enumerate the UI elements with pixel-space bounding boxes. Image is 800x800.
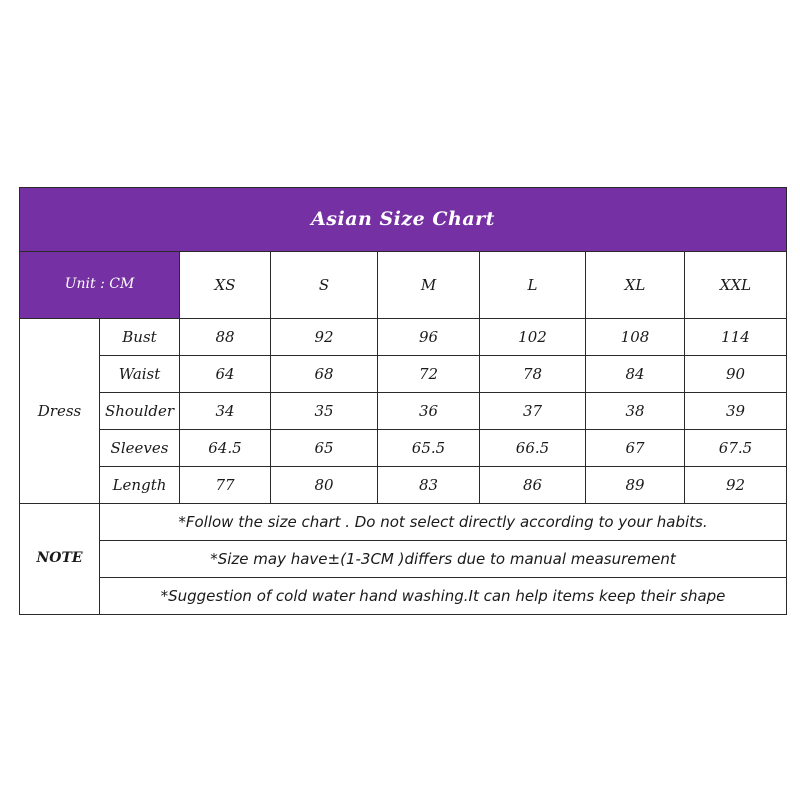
measurement-row-length bbox=[20, 467, 787, 504]
measurement-value: 68 bbox=[271, 356, 378, 393]
measurement-value: 72 bbox=[378, 356, 480, 393]
size-header-xl: XL bbox=[586, 252, 685, 319]
category-label: Dress bbox=[20, 319, 100, 504]
measurement-row-bust bbox=[20, 319, 787, 356]
measurement-row-sleeves bbox=[20, 430, 787, 467]
measurement-label: Sleeves bbox=[100, 430, 180, 467]
measurement-value: 114 bbox=[685, 319, 787, 356]
measurement-value: 89 bbox=[586, 467, 685, 504]
measurement-value: 39 bbox=[685, 393, 787, 430]
measurement-value: 67 bbox=[586, 430, 685, 467]
measurement-row-waist bbox=[20, 356, 787, 393]
size-header-s: S bbox=[271, 252, 378, 319]
measurement-value: 35 bbox=[271, 393, 378, 430]
measurement-label: Bust bbox=[100, 319, 180, 356]
measurement-value: 36 bbox=[378, 393, 480, 430]
measurement-value: 64.5 bbox=[180, 430, 271, 467]
size-chart-table bbox=[19, 187, 787, 615]
size-header-xs: XS bbox=[180, 252, 271, 319]
measurement-value: 88 bbox=[180, 319, 271, 356]
measurement-value: 92 bbox=[271, 319, 378, 356]
note-text: *Size may have±(1-3CM )differs due to manual measurement bbox=[100, 541, 787, 578]
measurement-value: 83 bbox=[378, 467, 480, 504]
measurement-value: 96 bbox=[378, 319, 480, 356]
measurement-value: 77 bbox=[180, 467, 271, 504]
measurement-value: 66.5 bbox=[480, 430, 586, 467]
measurement-value: 90 bbox=[685, 356, 787, 393]
measurement-label: Length bbox=[100, 467, 180, 504]
size-header-row bbox=[20, 252, 787, 319]
measurement-value: 64 bbox=[180, 356, 271, 393]
size-header-xxl: XXL bbox=[685, 252, 787, 319]
note-row bbox=[20, 504, 787, 541]
unit-label: Unit : CM bbox=[20, 252, 180, 319]
note-row bbox=[20, 541, 787, 578]
measurement-value: 102 bbox=[480, 319, 586, 356]
measurement-value: 65 bbox=[271, 430, 378, 467]
size-header-l: L bbox=[480, 252, 586, 319]
measurement-value: 78 bbox=[480, 356, 586, 393]
measurement-value: 38 bbox=[586, 393, 685, 430]
measurement-value: 84 bbox=[586, 356, 685, 393]
measurement-value: 65.5 bbox=[378, 430, 480, 467]
measurement-value: 37 bbox=[480, 393, 586, 430]
measurement-value: 34 bbox=[180, 393, 271, 430]
measurement-label: Shoulder bbox=[100, 393, 180, 430]
size-header-m: M bbox=[378, 252, 480, 319]
note-text: *Suggestion of cold water hand washing.It can help items keep their shape bbox=[100, 578, 787, 615]
chart-title: Asian Size Chart bbox=[20, 188, 787, 252]
note-text: *Follow the size chart . Do not select directly according to your habits. bbox=[100, 504, 787, 541]
measurement-value: 108 bbox=[586, 319, 685, 356]
measurement-value: 92 bbox=[685, 467, 787, 504]
measurement-value: 86 bbox=[480, 467, 586, 504]
measurement-label: Waist bbox=[100, 356, 180, 393]
note-label: NOTE bbox=[20, 504, 100, 615]
note-row bbox=[20, 578, 787, 615]
measurement-row-shoulder bbox=[20, 393, 787, 430]
measurement-value: 80 bbox=[271, 467, 378, 504]
measurement-value: 67.5 bbox=[685, 430, 787, 467]
